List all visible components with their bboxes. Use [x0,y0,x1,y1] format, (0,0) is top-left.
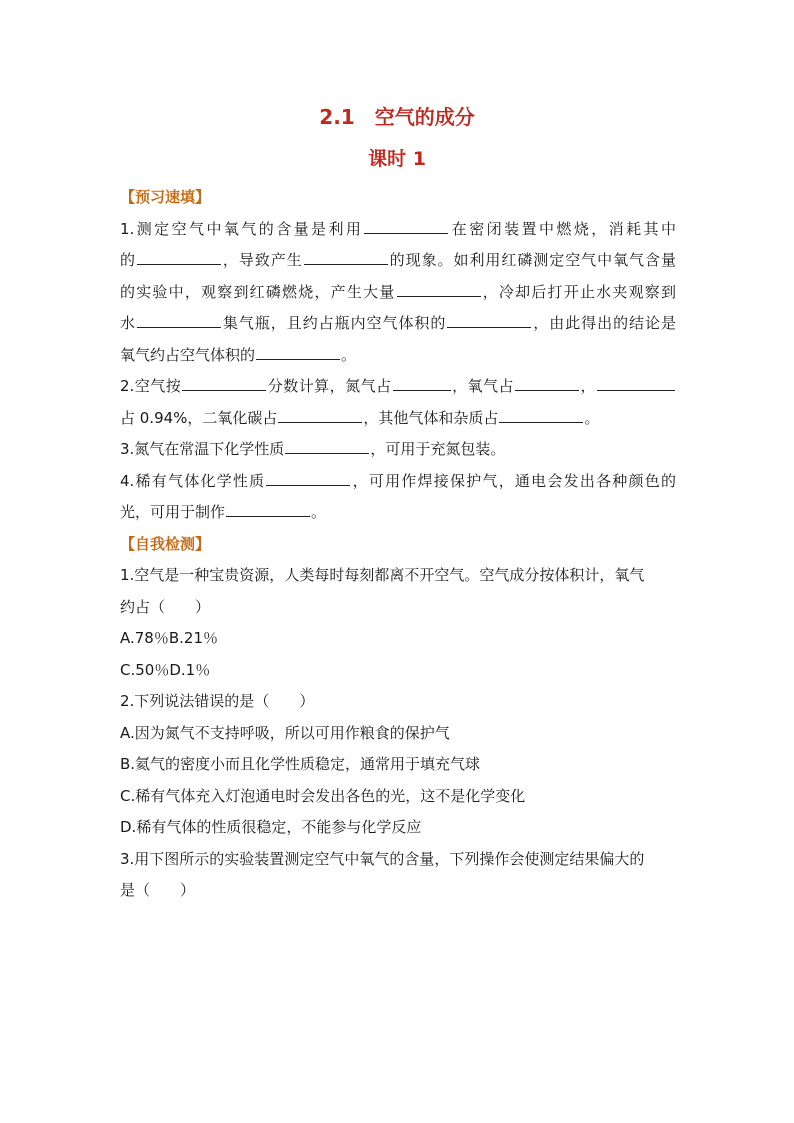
check-q2-option-d: D.稀有气体的性质很稳定，不能参与化学反应 [120,818,422,836]
q1-line-5: 氧气约占空气体积的 。 [120,345,357,364]
q1-line-2: 的 ，导致产生 的现象。如利用红磷测定空气中氧气含量 [120,251,676,269]
section-header-preview: 【预习速填】 [120,188,211,206]
check-q2-stem: 2.下列说法错误的是（ ） [120,692,315,710]
check-q2-option-a: A.因为氮气不支持呼吸，所以可用作粮食的保护气 [120,723,450,742]
q1-line-3: 的实验中，观察到红磷燃烧，产生大量 ，冷却后打开止水夹观察到 [120,282,676,301]
check-q3-stem-1: 3.用下图所示的实验装置测定空气中氧气的含量，下列操作会使测定结果偏大的 [120,849,645,868]
check-question-3 [120,844,676,907]
q2-line-1: 2.空气按 分数计算，氮气占 ，氧气占 ， [120,371,676,403]
check-q1-stem-1: 1.空气是一种宝贵资源，人类每时每刻都离不开空气。空气成分按体积计，氧气 [120,566,645,584]
q1-line-1: 1.测定空气中氧气的含量是利用 在密闭装置中燃烧，消耗其中 [120,219,676,238]
answer-blank[interactable] [256,358,340,360]
answer-blank[interactable] [278,421,362,423]
check-q2-option-b: B.氦气的密度小而且化学性质稳定，通常用于填充气球 [120,755,481,773]
q2-line-2: 占 0.94%，二氧化碳占 ，其他气体和杂质占 。 [120,408,600,427]
answer-blank[interactable] [597,389,675,391]
preview-question-1 [120,214,676,372]
q3-line-1: 3.氮气在常温下化学性质 ，可用于充氮包装。 [120,440,506,458]
check-q1-options-cd: C.50％D.1％ [120,660,211,679]
answer-blank[interactable] [226,515,310,517]
check-question-1 [120,560,676,686]
check-q1-options-ab: A.78％B.21％ [120,629,218,647]
section-header-self-check: 【自我检测】 [120,534,211,553]
page-subtitle: 课时 1 [368,148,426,170]
answer-blank[interactable] [182,389,266,391]
check-q3-stem-2: 是（ ） [120,881,196,899]
preview-question-3 [120,434,676,466]
page-title: 2.1 空气的成分 [319,105,475,129]
answer-blank[interactable] [137,263,221,265]
answer-blank[interactable] [515,389,579,391]
worksheet-content [120,182,676,907]
preview-question-2 [120,371,676,434]
answer-blank[interactable] [137,326,221,328]
q1-line-4: 水 集气瓶，且约占瓶内空气体积的 ，由此得出的结论是 [120,314,676,332]
preview-question-4 [120,466,676,529]
check-q1-stem-2: 约占（ ） [120,597,211,616]
answer-blank[interactable] [285,452,369,454]
answer-blank[interactable] [397,295,481,297]
answer-blank[interactable] [393,389,451,391]
check-question-2 [120,686,676,844]
q4-line-1: 4.稀有气体化学性质 ，可用作焊接保护气，通电会发出各种颜色的 [120,471,676,490]
answer-blank[interactable] [266,484,350,486]
q4-line-2: 光，可用于制作 。 [120,503,327,521]
answer-blank[interactable] [447,326,531,328]
check-q2-option-c: C.稀有气体充入灯泡通电时会发出各色的光，这不是化学变化 [120,786,526,805]
answer-blank[interactable] [499,421,583,423]
answer-blank[interactable] [364,232,448,234]
answer-blank[interactable] [304,263,388,265]
